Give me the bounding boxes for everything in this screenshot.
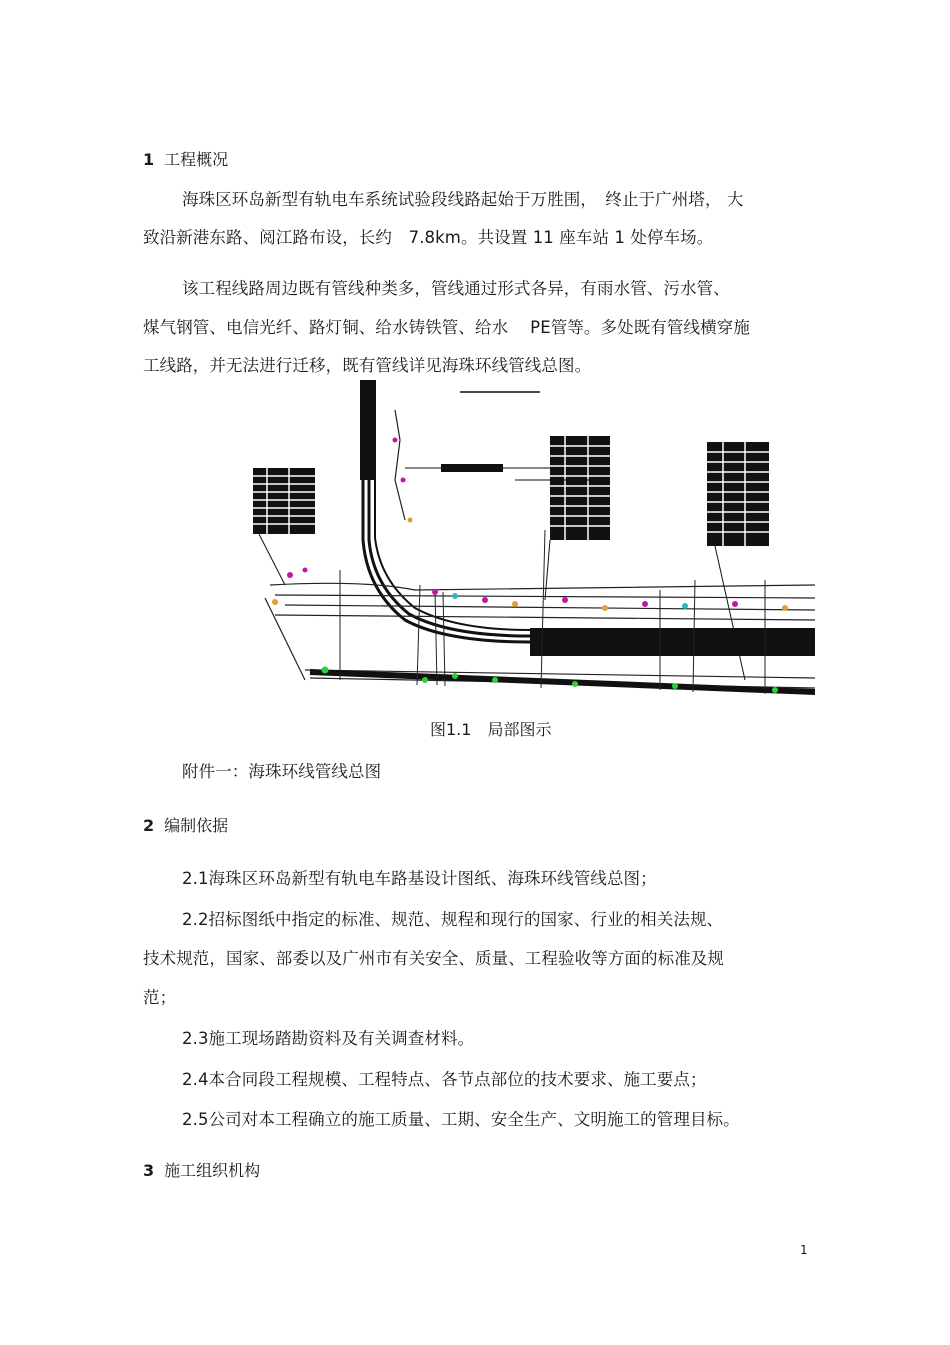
list-item-continuation: 技术规范，国家、部委以及广州市有关安全、质量、工程验收等方面的标准及规 <box>143 949 724 968</box>
section-title: 编制依据 <box>164 816 229 835</box>
paragraph-line: 该工程线路周边既有管线种类多，管线通过形式各异，有雨水管、污水管、 <box>182 279 730 298</box>
road-lower <box>310 672 815 692</box>
pipe-crossings <box>340 530 765 694</box>
paragraph-line: 煤气钢管、电信光纤、路灯铜、给水铸铁管、给水 PE管等。多处既有管线横穿施 <box>143 318 750 337</box>
list-item: 2.3施工现场踏勘资料及有关调查材料。 <box>182 1029 475 1048</box>
section-number: 2 <box>143 816 155 835</box>
section-number: 1 <box>143 150 155 169</box>
list-item: 2.2招标图纸中指定的标准、规范、规程和现行的国家、行业的相关法规、 <box>182 910 724 929</box>
figure-caption: 图1.1 局部图示 <box>430 720 552 739</box>
list-item: 2.1海珠区环岛新型有轨电车路基设计图纸、海珠环线管线总图； <box>182 869 657 888</box>
label-block-middle <box>550 436 610 540</box>
top-label <box>441 464 503 472</box>
list-item: 2.5公司对本工程确立的施工质量、工期、安全生产、文明施工的管理目标。 <box>182 1110 740 1129</box>
attachment-line: 附件一：海珠环线管线总图 <box>182 762 382 781</box>
section-2-heading <box>143 813 228 836</box>
paragraph-line: 工线路，并无法进行迁移，既有管线详见海珠环线管线总图。 <box>143 356 592 375</box>
paragraph-line: 致沿新港东路、阅江路布设，长约 7.8km。共设置 11 座车站 1 处停车场。 <box>143 228 714 247</box>
list-item-continuation: 范； <box>143 988 177 1007</box>
label-block-right <box>707 442 769 546</box>
page-number: 1 <box>800 1243 808 1257</box>
section-1-heading <box>143 147 228 170</box>
track-vertical <box>360 380 530 642</box>
list-item: 2.4本合同段工程规模、工程特点、各节点部位的技术要求、施工要点； <box>182 1070 707 1089</box>
section-number: 3 <box>143 1161 155 1180</box>
section-title: 施工组织机构 <box>164 1161 261 1180</box>
paragraph-line: 海珠区环岛新型有轨电车系统试验段线路起始于万胜围， 终止于广州塔， 大 <box>182 190 744 209</box>
section-3-heading <box>143 1158 260 1181</box>
pipeline-drawing <box>245 380 815 702</box>
section-title: 工程概况 <box>164 150 229 169</box>
track-main <box>530 628 815 656</box>
